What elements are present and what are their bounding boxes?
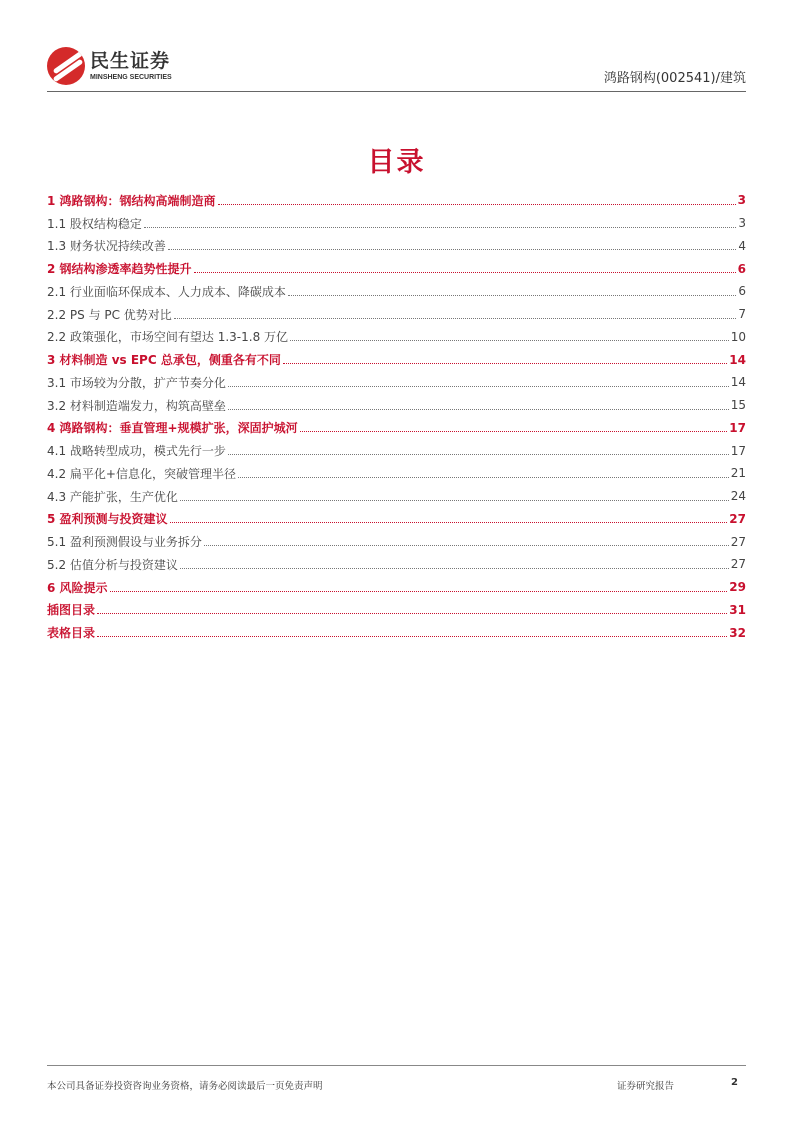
toc-entry[interactable] [47, 462, 746, 485]
toc-entry[interactable] [47, 553, 746, 576]
logo-cn-text: 民生证券 [90, 49, 171, 72]
page-number: 2 [731, 1077, 738, 1088]
toc-entry-page: 27 [729, 511, 746, 526]
toc-entry[interactable] [47, 303, 746, 326]
toc-leader-dots [218, 204, 736, 205]
page-title: 目录 [367, 147, 426, 178]
toc-entry-label: 2.1 行业面临环保成本、人力成本、降碳成本 [47, 284, 286, 299]
toc-leader-dots [180, 568, 729, 569]
toc-entry[interactable] [47, 280, 746, 303]
toc-entry-page: 14 [730, 375, 746, 390]
toc-entry-page: 21 [730, 466, 746, 481]
toc-entry-page: 3 [737, 193, 746, 208]
toc-leader-dots [174, 318, 737, 319]
toc-entry[interactable] [47, 439, 746, 462]
table-of-contents [47, 189, 746, 644]
toc-entry-label: 2.2 PS 与 PC 优势对比 [47, 307, 172, 322]
toc-entry[interactable] [47, 530, 746, 553]
toc-entry-page: 6 [737, 261, 746, 276]
toc-leader-dots [228, 386, 729, 387]
toc-entry[interactable] [47, 576, 746, 599]
logo-en-text: MINSHENG SECURITIES [90, 73, 172, 81]
toc-entry-label: 5.2 估值分析与投资建议 [47, 557, 178, 572]
report-type: 证券研究报告 [617, 1081, 675, 1092]
toc-entry-label: 4.3 产能扩张，生产优化 [47, 489, 178, 504]
toc-leader-dots [238, 477, 729, 478]
toc-entry-label: 4.2 扁平化+信息化，突破管理半径 [47, 466, 236, 481]
toc-entry-page: 3 [738, 216, 746, 231]
toc-leader-dots [290, 340, 729, 341]
toc-entry[interactable] [47, 599, 746, 622]
toc-leader-dots [228, 454, 729, 455]
company-logo [47, 47, 172, 85]
toc-entry-label: 5 盈利预测与投资建议 [47, 512, 168, 527]
toc-leader-dots [288, 295, 736, 296]
toc-entry-page: 27 [730, 534, 746, 549]
page-footer [47, 1065, 746, 1095]
toc-entry[interactable] [47, 189, 746, 212]
page-header [47, 44, 746, 92]
toc-entry-label: 4.1 战略转型成功，模式先行一步 [47, 444, 226, 459]
toc-leader-dots [300, 431, 728, 432]
toc-leader-dots [283, 363, 727, 364]
toc-leader-dots [204, 545, 729, 546]
toc-entry-page: 17 [729, 420, 746, 435]
toc-entry[interactable] [47, 348, 746, 371]
toc-entry-page: 29 [729, 580, 746, 595]
logo-icon [47, 47, 85, 85]
toc-entry-page: 24 [730, 489, 746, 504]
toc-entry-label: 2 钢结构渗透率趋势性提升 [47, 262, 192, 277]
document-id: 鸿路钢构(002541)/建筑 [603, 71, 746, 86]
toc-entry-label: 6 风险提示 [47, 580, 108, 595]
toc-leader-dots [110, 591, 728, 592]
toc-entry-label: 1.1 股权结构稳定 [47, 216, 142, 231]
toc-entry-page: 10 [730, 329, 746, 344]
toc-entry[interactable] [47, 326, 746, 349]
toc-leader-dots [180, 500, 729, 501]
toc-entry-label: 插图目录 [47, 603, 96, 618]
toc-entry-label: 4 鸿路钢构：垂直管理+规模扩张，深固护城河 [47, 421, 298, 436]
toc-entry[interactable] [47, 621, 746, 644]
toc-entry-label: 2.2 政策强化，市场空间有望达 1.3-1.8 万亿 [47, 330, 289, 345]
toc-entry[interactable] [47, 235, 746, 258]
toc-entry[interactable] [47, 508, 746, 531]
toc-leader-dots [144, 227, 736, 228]
toc-entry-label: 5.1 盈利预测假设与业务拆分 [47, 535, 202, 550]
toc-leader-dots [97, 636, 727, 637]
toc-entry-page: 32 [729, 625, 746, 640]
toc-leader-dots [228, 409, 729, 410]
toc-entry-label: 3 材料制造 vs EPC 总承包，侧重各有不同 [47, 353, 281, 368]
toc-entry-label: 3.2 材料制造端发力，构筑高壁垒 [47, 398, 226, 413]
toc-entry[interactable] [47, 371, 746, 394]
toc-entry[interactable] [47, 394, 746, 417]
toc-entry[interactable] [47, 485, 746, 508]
toc-entry-page: 4 [738, 238, 746, 253]
toc-leader-dots [97, 613, 727, 614]
toc-entry-page: 14 [729, 352, 746, 367]
toc-entry-page: 31 [729, 602, 746, 617]
toc-entry-page: 6 [738, 284, 746, 299]
toc-entry-page: 17 [730, 443, 746, 458]
toc-entry-label: 1.3 财务状况持续改善 [47, 239, 166, 254]
toc-entry-page: 7 [738, 307, 746, 322]
toc-leader-dots [168, 249, 736, 250]
toc-leader-dots [170, 522, 728, 523]
toc-entry-label: 1 鸿路钢构：钢结构高端制造商 [47, 193, 216, 208]
toc-entry[interactable] [47, 257, 746, 280]
disclaimer-text: 本公司具备证券投资咨询业务资格，请务必阅读最后一页免责声明 [47, 1081, 323, 1092]
toc-entry[interactable] [47, 212, 746, 235]
toc-entry-label: 3.1 市场较为分散，扩产节奏分化 [47, 375, 226, 390]
toc-entry-label: 表格目录 [47, 626, 96, 641]
toc-entry-page: 15 [730, 398, 746, 413]
toc-entry[interactable] [47, 417, 746, 440]
toc-entry-page: 27 [730, 557, 746, 572]
toc-leader-dots [194, 272, 736, 273]
